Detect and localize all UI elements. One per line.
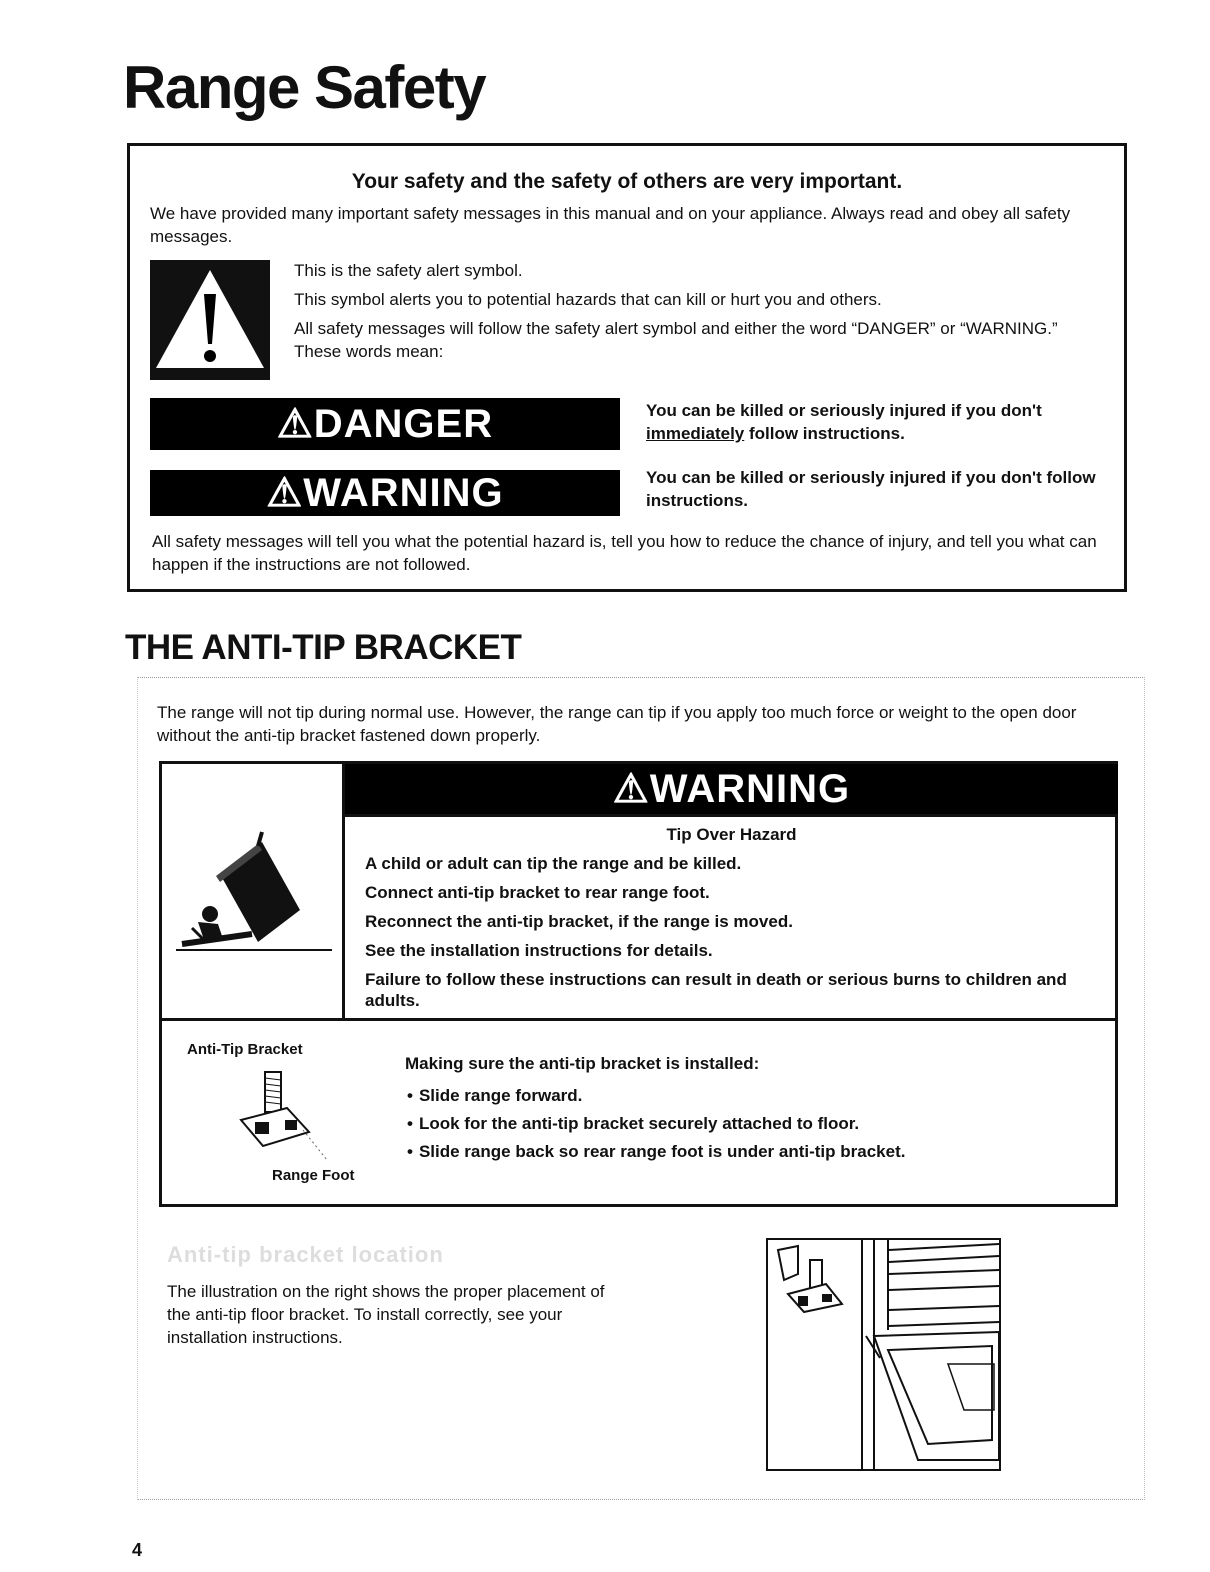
hazard-line: Failure to follow these instructions can result in death or serious burns to children and adults. <box>365 970 1067 1010</box>
tip-warning-signal-word: ⚠WARNING <box>345 764 1118 814</box>
symbol-line: All safety messages will follow the safety alert symbol and either the word “DANGER” or “WARNING.” These words mean: <box>294 319 1058 361</box>
anti-tip-intro: The range will not tip during normal use. However, the range can tip if you apply too much force or weight to the open door without the anti-tip bracket fastened down properly. <box>157 703 1077 745</box>
location-text: The illustration on the right shows the proper placement of the anti-tip floor bracket. To install correctly, see your installation instructions. <box>167 1282 605 1347</box>
safety-intro: We have provided many important safety messages in this manual and on your appliance. Always read and obey all safety messages. <box>150 204 1071 246</box>
foot-label: Range Foot <box>272 1167 355 1184</box>
symbol-line: This is the safety alert symbol. <box>294 261 523 280</box>
tip-warning-text <box>345 814 1118 1018</box>
check-heading: Making sure the anti-tip bracket is installed: <box>405 1054 760 1073</box>
check-list <box>407 1082 905 1166</box>
hazard-lines <box>365 853 1085 1019</box>
safety-closing: All safety messages will tell you what the potential hazard is, tell you how to reduce the chance of injury, and tell you what can happen if the instructions are not followed. <box>152 532 1097 574</box>
section-heading: THE ANTI-TIP BRACKET <box>125 628 522 667</box>
page-number: 4 <box>132 1540 143 1560</box>
page-title: Range Safety <box>123 54 486 121</box>
bracket-location-illustration <box>766 1238 1001 1471</box>
symbol-explanation <box>294 259 1094 369</box>
list-item: • Slide range forward. <box>407 1082 905 1110</box>
warning-signal-word: ⚠WARNING <box>150 470 620 516</box>
hazard-title: Tip Over Hazard <box>666 825 797 844</box>
hazard-line: See the installation instructions for details. <box>365 941 713 960</box>
hazard-line: Reconnect the anti-tip bracket, if the range is moved. <box>365 912 793 931</box>
danger-desc-prefix: You can be killed or seriously injured if you don't <box>646 401 1042 420</box>
bracket-illustration <box>227 1064 337 1164</box>
safety-message-box <box>127 143 1127 592</box>
hazard-line: A child or adult can tip the range and be killed. <box>365 854 742 873</box>
tip-warning-box <box>159 761 1118 1207</box>
list-item: • Look for the anti-tip bracket securely attached to floor. <box>407 1110 905 1138</box>
warning-divider <box>162 1018 1115 1021</box>
safety-alert-icon <box>150 260 270 380</box>
hazard-line: Connect anti-tip bracket to rear range foot. <box>365 883 710 902</box>
symbol-line: This symbol alerts you to potential hazards that can kill or hurt you and others. <box>294 290 882 309</box>
warning-description: You can be killed or seriously injured if you don't follow instructions. <box>646 468 1096 510</box>
safety-heading: Your safety and the safety of others are very important. <box>351 170 903 193</box>
danger-desc-suffix: follow instructions. <box>744 424 905 443</box>
danger-signal-word: ⚠DANGER <box>150 398 620 450</box>
danger-desc-emphasis: immediately <box>646 424 745 443</box>
list-item: • Slide range back so rear range foot is under anti-tip bracket. <box>407 1138 905 1166</box>
bracket-label: Anti-Tip Bracket <box>187 1041 303 1058</box>
danger-description <box>646 399 1121 445</box>
location-heading: Anti-tip bracket location <box>167 1242 444 1267</box>
tip-over-illustration <box>162 764 345 1018</box>
